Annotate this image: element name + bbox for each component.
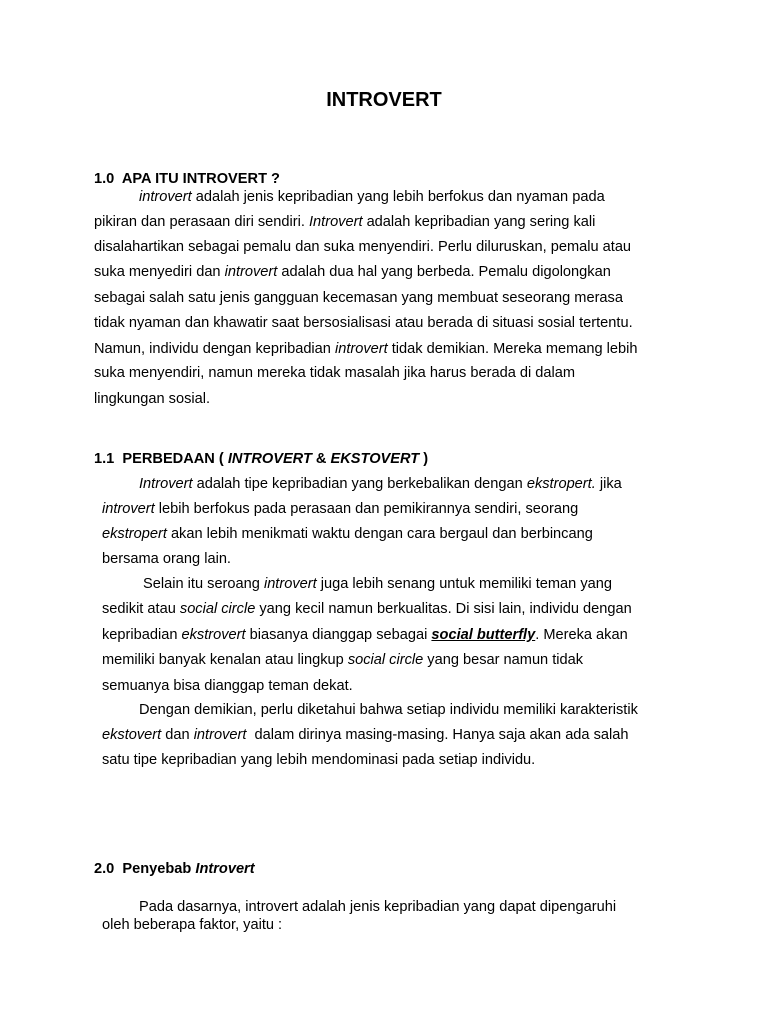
section-heading-1-0: 1.0 APA ITU INTROVERT ? xyxy=(94,171,280,187)
s11-line-5: Selain itu seroang introvert juga lebih senang untuk memiliki teman yang xyxy=(139,576,612,592)
s2-line-1: Pada dasarnya, introvert adalah jenis kepribadian yang dapat dipengaruhi xyxy=(139,899,617,915)
s11-line-7: kepribadian ekstrovert biasanya dianggap sebagai social butterfly. Mereka akan xyxy=(102,627,628,643)
s11-line-10: Dengan demikian, perlu diketahui bahwa setiap individu memiliki karakteristik xyxy=(139,702,638,718)
s11-line-1: Introvert adalah tipe kepribadian yang berkebalikan dengan ekstropert. jika xyxy=(139,476,622,492)
s2-line-2: oleh beberapa faktor, yaitu : xyxy=(102,917,283,933)
s11-line-4: bersama orang lain. xyxy=(102,551,231,567)
s1-line-8: suka menyendiri, namun mereka tidak masalah jika harus berada di dalam xyxy=(94,365,576,381)
s11-line-2: introvert lebih berfokus pada perasaan dan pemikirannya sendiri, seorang xyxy=(102,501,579,517)
s1-line-9: lingkungan sosial. xyxy=(94,391,211,407)
social-butterfly-emphasis: social butterfly xyxy=(431,627,536,643)
s1-line-5: sebagai salah satu jenis gangguan kecemasan yang membuat seseorang merasa xyxy=(94,290,623,306)
section-heading-1-1: 1.1 PERBEDAAN ( INTROVERT & EKSTOVERT ) xyxy=(94,451,429,467)
s1-line-7: Namun, individu dengan kepribadian introvert tidak demikian. Mereka memang lebih xyxy=(94,341,638,357)
section-heading-2-0: 2.0 Penyebab Introvert xyxy=(94,861,255,877)
s11-line-3: ekstropert akan lebih menikmati waktu dengan cara bergaul dan berbincang xyxy=(102,526,593,542)
s11-line-11: ekstovert dan introvert dalam dirinya masing-masing. Hanya saja akan ada salah xyxy=(102,727,629,743)
s1-line-2: pikiran dan perasaan diri sendiri. Introvert adalah kepribadian yang sering kali xyxy=(94,214,596,230)
s1-line-3: disalahartikan sebagai pemalu dan suka menyendiri. Perlu diluruskan, pemalu atau xyxy=(94,239,632,255)
document-title: INTROVERT xyxy=(326,89,442,111)
s11-line-6: sedikit atau social circle yang kecil namun berkualitas. Di sisi lain, individu dengan xyxy=(102,601,632,617)
s1-line-4: suka menyediri dan introvert adalah dua hal yang berbeda. Pemalu digolongkan xyxy=(94,264,611,280)
s11-line-12: satu tipe kepribadian yang lebih mendominasi pada setiap individu. xyxy=(102,752,536,768)
s1-line-6: tidak nyaman dan khawatir saat bersosialisasi atau berada di situasi sosial tertentu. xyxy=(94,315,633,331)
s11-line-9: semuanya bisa dianggap teman dekat. xyxy=(102,678,353,694)
s11-line-8: memiliki banyak kenalan atau lingkup social circle yang besar namun tidak xyxy=(102,652,584,668)
s1-line-1: introvert adalah jenis kepribadian yang lebih berfokus dan nyaman pada xyxy=(139,189,605,205)
